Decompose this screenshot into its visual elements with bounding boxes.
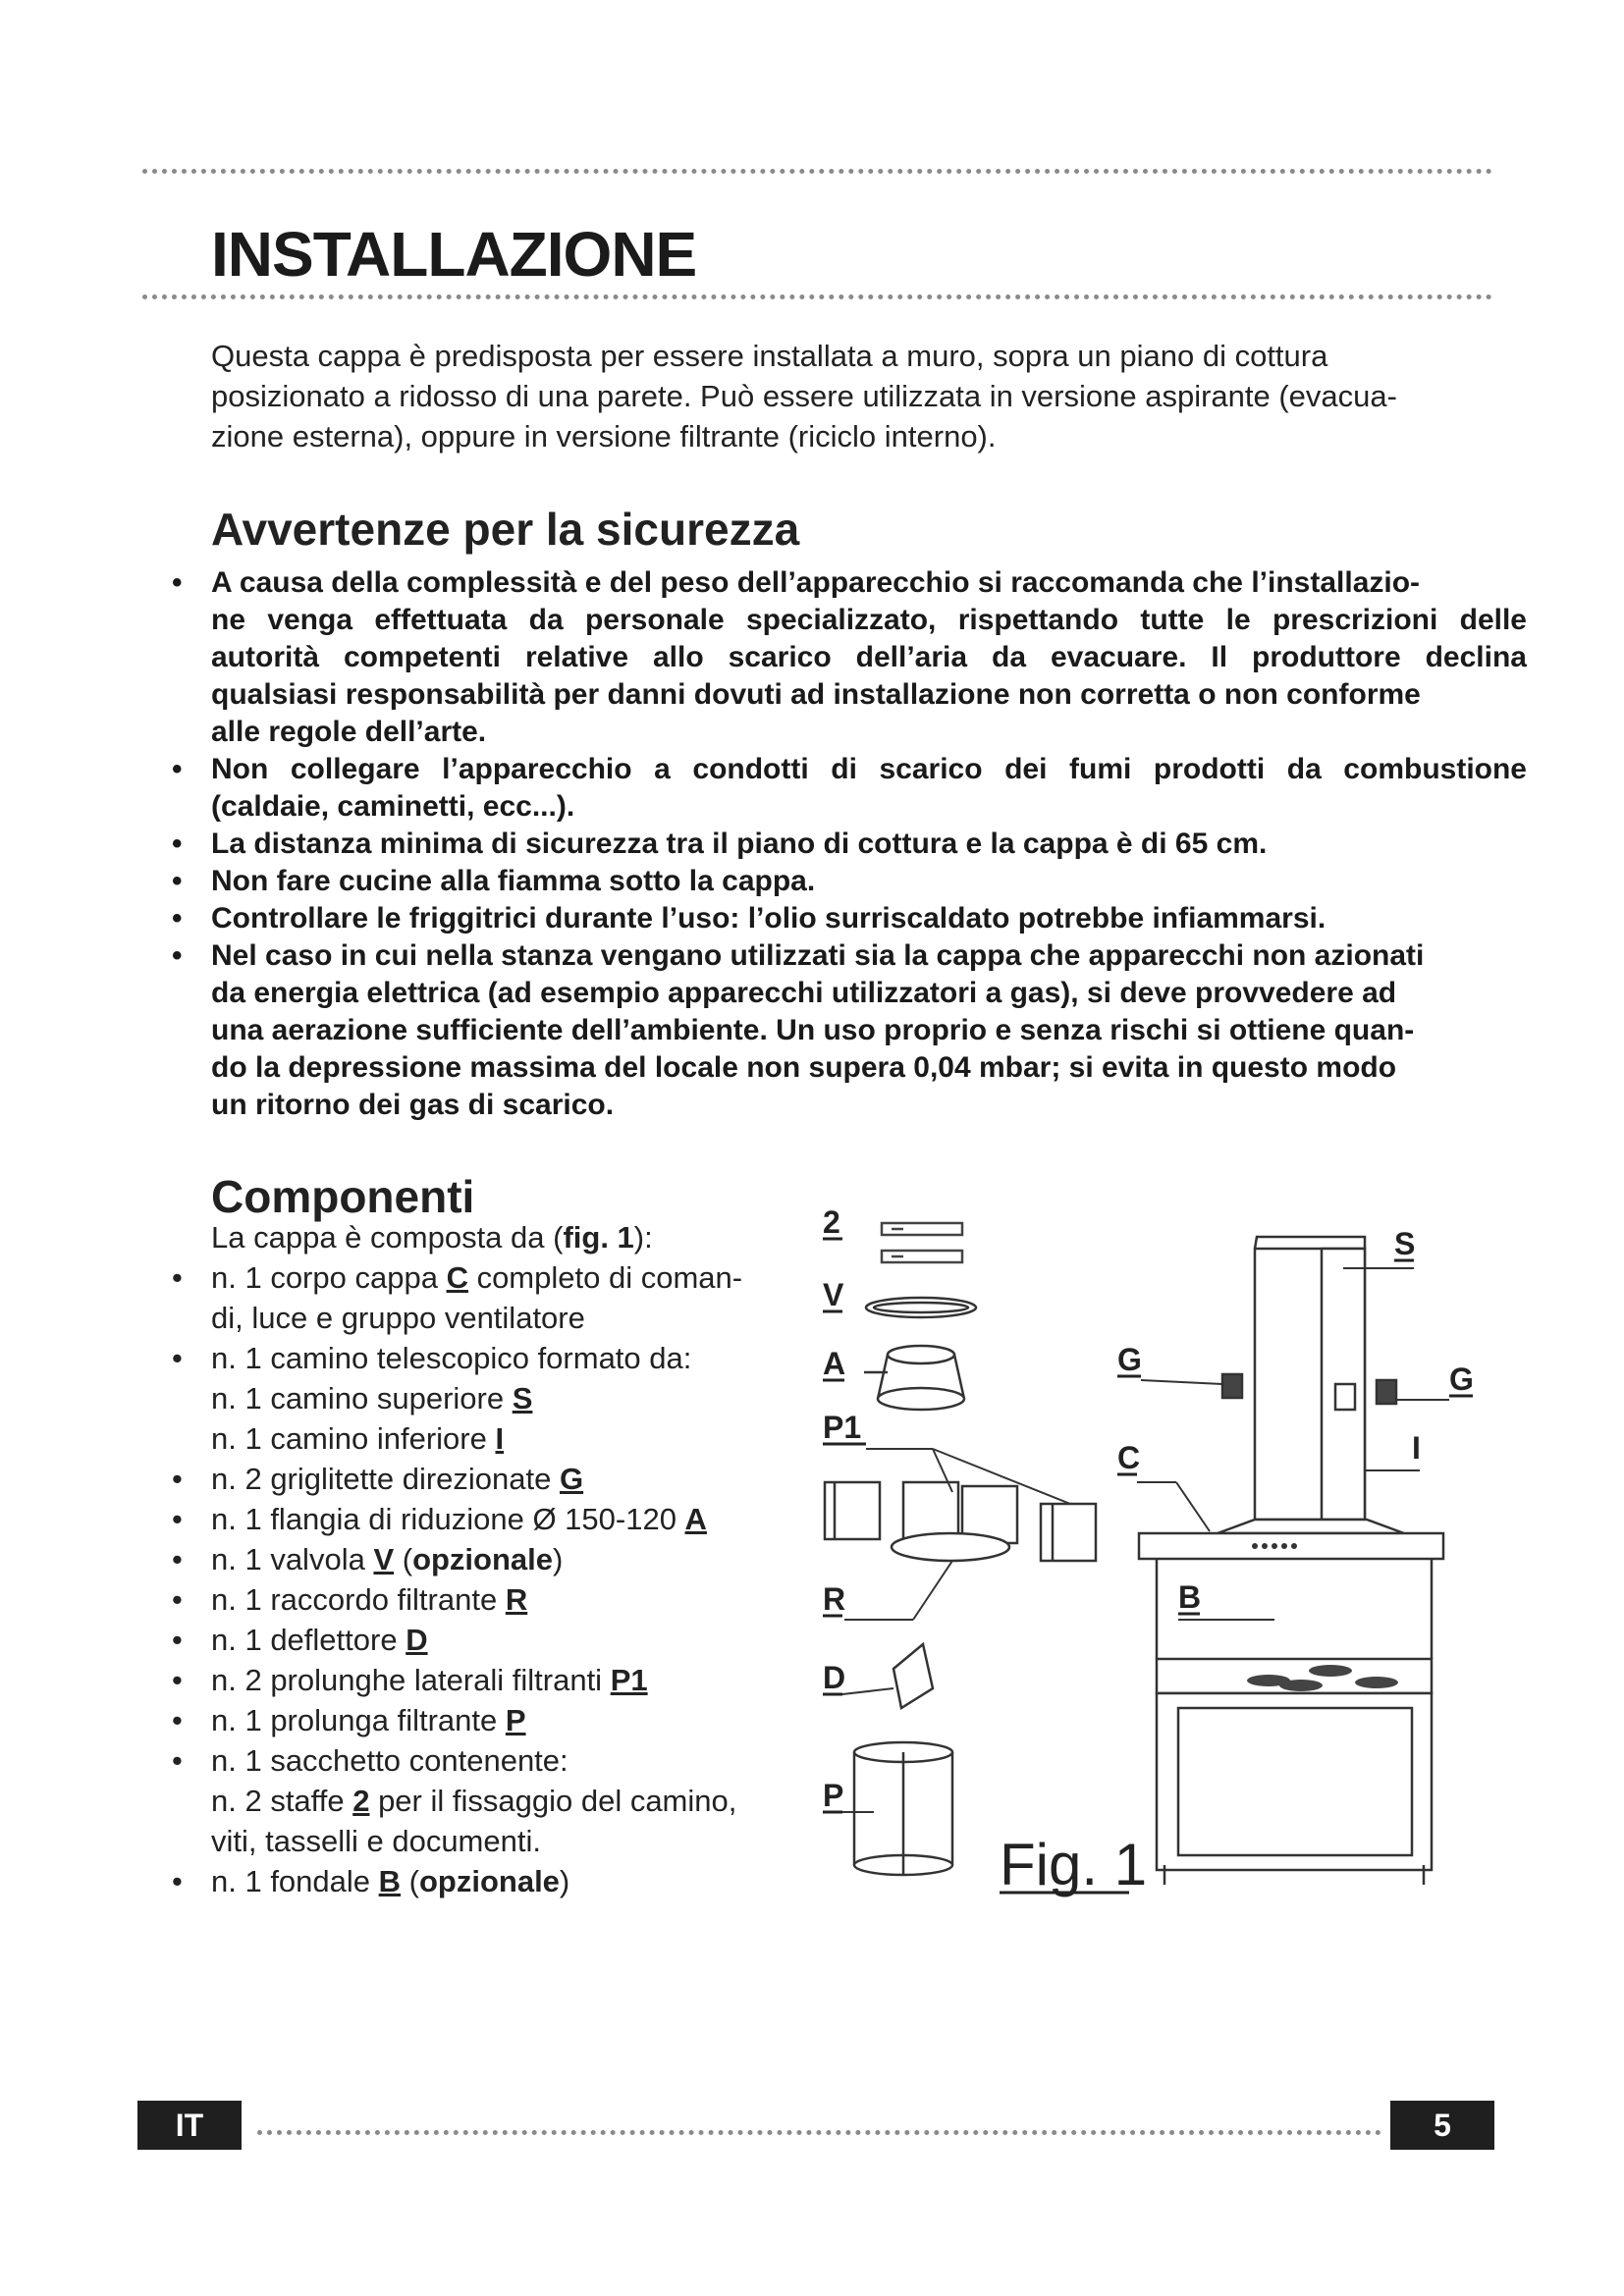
bracket-part (882, 1223, 962, 1262)
intro-line: Questa cappa è predisposta per essere installata a muro, sopra un piano di cottura (211, 339, 1328, 373)
component-item: • n. 1 camino telescopico formato da: (172, 1341, 692, 1375)
component-item: • n. 1 valvola V (opzionale) (172, 1542, 564, 1576)
components-list (172, 1217, 810, 1901)
bullet: • (172, 939, 183, 972)
footer-dotted-rule (257, 2130, 1381, 2135)
component-code: 2 (352, 1784, 370, 1818)
hood-exploded-figure (805, 1198, 1551, 1914)
component-code: C (446, 1260, 468, 1295)
extension-parts (825, 1449, 1096, 1561)
leader-line (913, 1561, 952, 1620)
leader-line (1141, 1380, 1222, 1384)
component-item: • n. 1 fondale B (opzionale) (172, 1864, 570, 1898)
component-code: I (495, 1421, 505, 1456)
safety-heading: Avvertenze per la sicurezza (211, 504, 800, 555)
page-title: INSTALLAZIONE (211, 219, 697, 290)
label-p1: P1 (823, 1410, 862, 1445)
label-s: S (1394, 1226, 1416, 1261)
component-subitem: n. 1 camino superiore S (211, 1381, 533, 1415)
label-a: A (823, 1346, 846, 1381)
safety-item (172, 937, 1527, 1124)
safety-item (172, 564, 1527, 751)
component-code: P (505, 1703, 526, 1737)
safety-item (172, 900, 1527, 937)
safety-line: qualsiasi responsabilità per danni dovuti ad installazione non corretta o non conforme (211, 678, 1421, 711)
label-b: B (1178, 1579, 1202, 1615)
bullet: • (172, 902, 183, 934)
deflector-part (842, 1644, 933, 1708)
component-code: G (560, 1462, 584, 1496)
intro-paragraph (211, 336, 1517, 456)
safety-line: (caldaie, caminetti, ecc...). (211, 790, 575, 823)
top-dotted-rule (142, 169, 1492, 174)
component-item: • n. 1 deflettore D (172, 1623, 428, 1657)
component-item: • n. 1 prolunga filtrante P (172, 1703, 526, 1737)
safety-item (172, 751, 1527, 826)
intro-line: posizionato a ridosso di una parete. Può essere utilizzata in versione aspirante (evacua- (211, 379, 1397, 413)
component-code: R (505, 1582, 528, 1617)
leader-line (1176, 1482, 1210, 1531)
safety-line: Non collegare l’apparecchio a condotti di scarico dei fumi prodotti da combustione (211, 753, 1527, 785)
safety-list (172, 564, 1527, 1124)
safety-line: ne venga effettuata da personale specializzato, rispettando tutte le prescrizioni delle (211, 604, 1527, 636)
component-code: S (512, 1381, 533, 1415)
component-code: V (373, 1542, 395, 1576)
safety-line: alle regole dell’arte. (211, 716, 487, 748)
component-item: • n. 1 flangia di riduzione Ø 150-120 A (172, 1502, 707, 1536)
label-2: 2 (823, 1204, 840, 1240)
safety-line: autorità competenti relative allo scarico dell’aria da evacuare. Il produttore declina (211, 641, 1527, 673)
label-g-right: G (1449, 1362, 1474, 1397)
figure-caption: Fig. 1 (1000, 1832, 1148, 1897)
filter-extension-part (842, 1742, 952, 1875)
component-item: • n. 1 sacchetto contenente: (172, 1743, 568, 1778)
component-item-continued: di, luce e gruppo ventilatore (211, 1301, 585, 1335)
safety-item (172, 826, 1527, 863)
label-d: D (823, 1660, 846, 1695)
valve-part (866, 1298, 976, 1317)
safety-line: do la depressione massima del locale non supera 0,04 mbar; si evita in questo modo (211, 1051, 1397, 1084)
component-subitem: viti, tasselli e documenti. (211, 1824, 541, 1858)
safety-item (172, 863, 1527, 900)
components-heading: Componenti (211, 1171, 475, 1222)
title-dotted-rule (142, 294, 1492, 299)
component-item: • n. 1 corpo cappa C completo di coman- (172, 1260, 743, 1295)
safety-line: Controllare le friggitrici durante l’uso: l’olio surriscaldato potrebbe infiammarsi. (211, 902, 1326, 934)
label-r: R (823, 1581, 846, 1617)
safety-line: La distanza minima di sicurezza tra il piano di cottura e la cappa è di 65 cm. (211, 828, 1268, 860)
safety-line: A causa della complessità e del peso dell’apparecchio si raccomanda che l’installazio- (211, 566, 1421, 599)
safety-line: Non fare cucine alla fiamma sotto la cappa. (211, 865, 816, 897)
component-code: B (378, 1864, 402, 1898)
component-item: • n. 1 raccordo filtrante R (172, 1582, 528, 1617)
safety-line: una aerazione sufficiente dell’ambiente. Un uso proprio e senza rischi si ottiene quan- (211, 1014, 1415, 1046)
intro-line: zione esterna), oppure in versione filtrante (riciclo interno). (211, 419, 997, 454)
component-item: • n. 2 prolunghe laterali filtranti P1 (172, 1663, 648, 1697)
bullet: • (172, 828, 183, 860)
safety-line: un ritorno dei gas di scarico. (211, 1089, 615, 1121)
label-v: V (823, 1277, 844, 1312)
component-code: P1 (610, 1663, 648, 1697)
label-c: C (1117, 1440, 1141, 1475)
component-item: • n. 2 griglitette direzionate G (172, 1462, 584, 1496)
bullet: • (172, 566, 183, 599)
bullet: • (172, 753, 183, 785)
footer-language-badge: IT (137, 2101, 242, 2150)
components-intro: La cappa è composta da (fig. 1): (211, 1220, 653, 1255)
bullet: • (172, 865, 183, 897)
component-subitem: n. 2 staffe 2 per il fissaggio del camino, (211, 1784, 737, 1818)
footer-page-number: 5 (1390, 2101, 1494, 2150)
safety-line: da energia elettrica (ad esempio apparecchi utilizzatori a gas), si deve provvedere ad (211, 977, 1397, 1009)
hood-assembly (1139, 1237, 1443, 1885)
component-code: D (406, 1623, 428, 1657)
fig-ref: fig. 1 (563, 1220, 634, 1255)
component-subitem: n. 1 camino inferiore I (211, 1421, 505, 1456)
label-i: I (1412, 1430, 1421, 1466)
label-g-left: G (1117, 1342, 1142, 1377)
safety-line: Nel caso in cui nella stanza vengano utilizzati sia la cappa che apparecchi non azionati (211, 939, 1425, 972)
component-code: A (684, 1502, 707, 1536)
flange-part (864, 1346, 964, 1410)
label-p: P (823, 1778, 844, 1813)
